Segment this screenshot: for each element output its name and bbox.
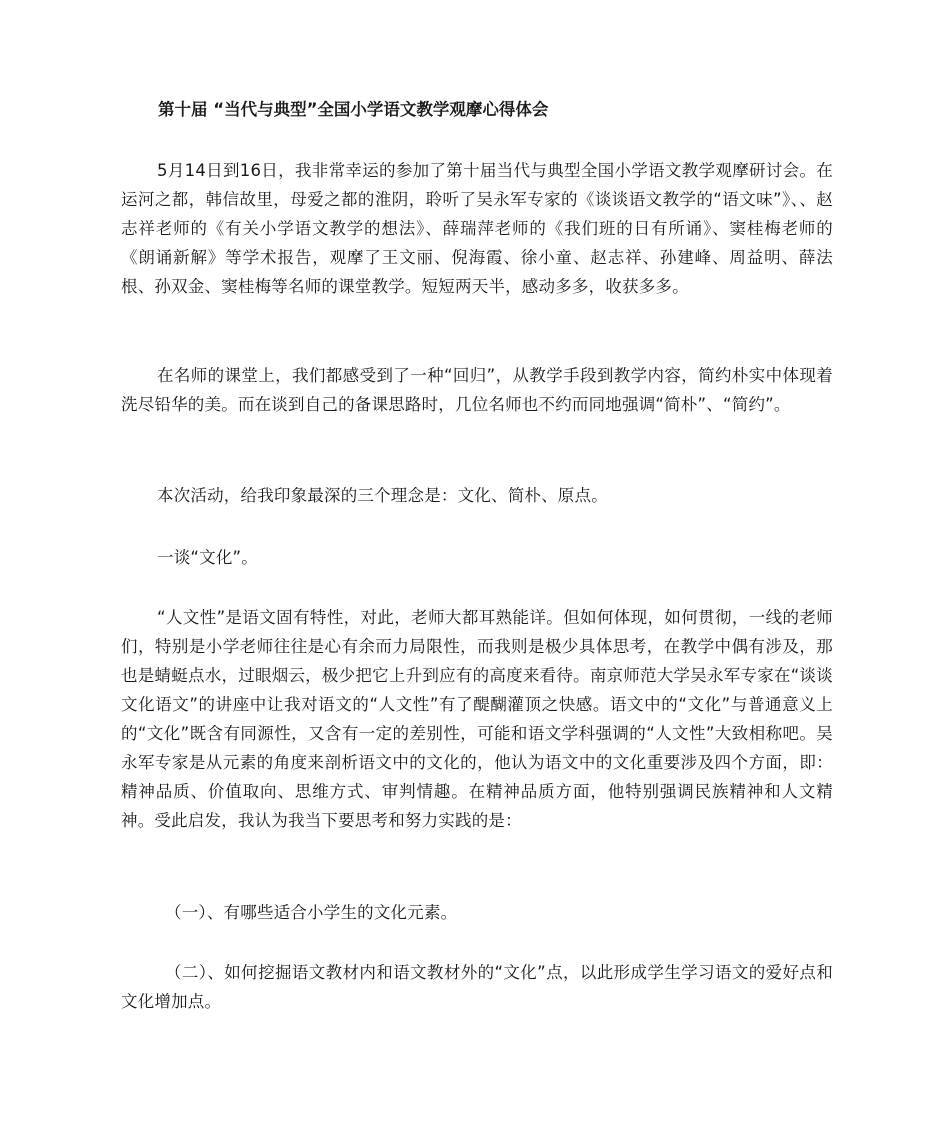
paragraph-intro: 5月14日到16日，我非常幸运的参加了第十届当代与典型全国小学语文教学观摩研讨会。在运河之都，韩信故里，母爱之都的淮阴，聆听了吴永军专家的《谈谈语文教学的“语文味”》、、赵志祥老师的《有关小学语文教学的想法》、薛瑞萍老师的《我们班的日有所诵》、窦桂梅老师的《朗诵新解》等学术报告，观摩了王文丽、倪海霞、徐小童、赵志祥、孙建峰、周益明、薛法根、孙双金、窦桂梅等名师的课堂教学。短短两天半，感动多多，收获多多。 bbox=[121, 161, 833, 296]
document-title: 第十届 “当代与典型”全国小学语文教学观摩心得体会 bbox=[158, 100, 549, 119]
paragraph-culture-heading: 一谈“文化”。 bbox=[157, 548, 258, 567]
list-item-one: （一）、有哪些适合小学生的文化元素。 bbox=[165, 903, 458, 922]
paragraph-three-concepts: 本次活动，给我印象最深的三个理念是：文化、简朴、原点。 bbox=[157, 486, 608, 505]
paragraph-return: 在名师的课堂上，我们都感受到了一种“回归”，从教学手段到教学内容，简约朴实中体现着洗尽铅华的美。而在谈到自己的备课思路时，几位名师也不约而同地强调“简朴”、“简约”。 bbox=[121, 366, 833, 414]
list-item-two: （二）、如何挖掘语文教材内和语文教材外的“文化”点，以此形成学生学习语文的爱好点和文化增加点。 bbox=[121, 963, 833, 1011]
paragraph-humanism: “人文性”是语文固有特性，对此，老师大都耳熟能详。但如何体现，如何贯彻，一线的老师们，特别是小学老师往往是心有余而力局限性，而我则是极少具体思考，在教学中偶有涉及，那也是蜻蜓点水，过眼烟云，极少把它上升到应有的高度来看待。南京师范大学吴永军专家在“谈谈文化语文”的讲座中让我对语文的“人文性”有了醍醐灌顶之快感。语文中的“文化”与普通意义上的“文化”既含有同源性，又含有一定的差别性，可能和语文学科强调的“人文性”大致相称吧。吴永军专家是从元素的角度来剖析语文中的文化的，他认为语文中的文化重要涉及四个方面，即：精神品质、价值取向、思维方式、审判情趣。在精神品质方面，他特别强调民族精神和人文精神。受此启发，我认为我当下要思考和努力实践的是： bbox=[121, 608, 833, 830]
